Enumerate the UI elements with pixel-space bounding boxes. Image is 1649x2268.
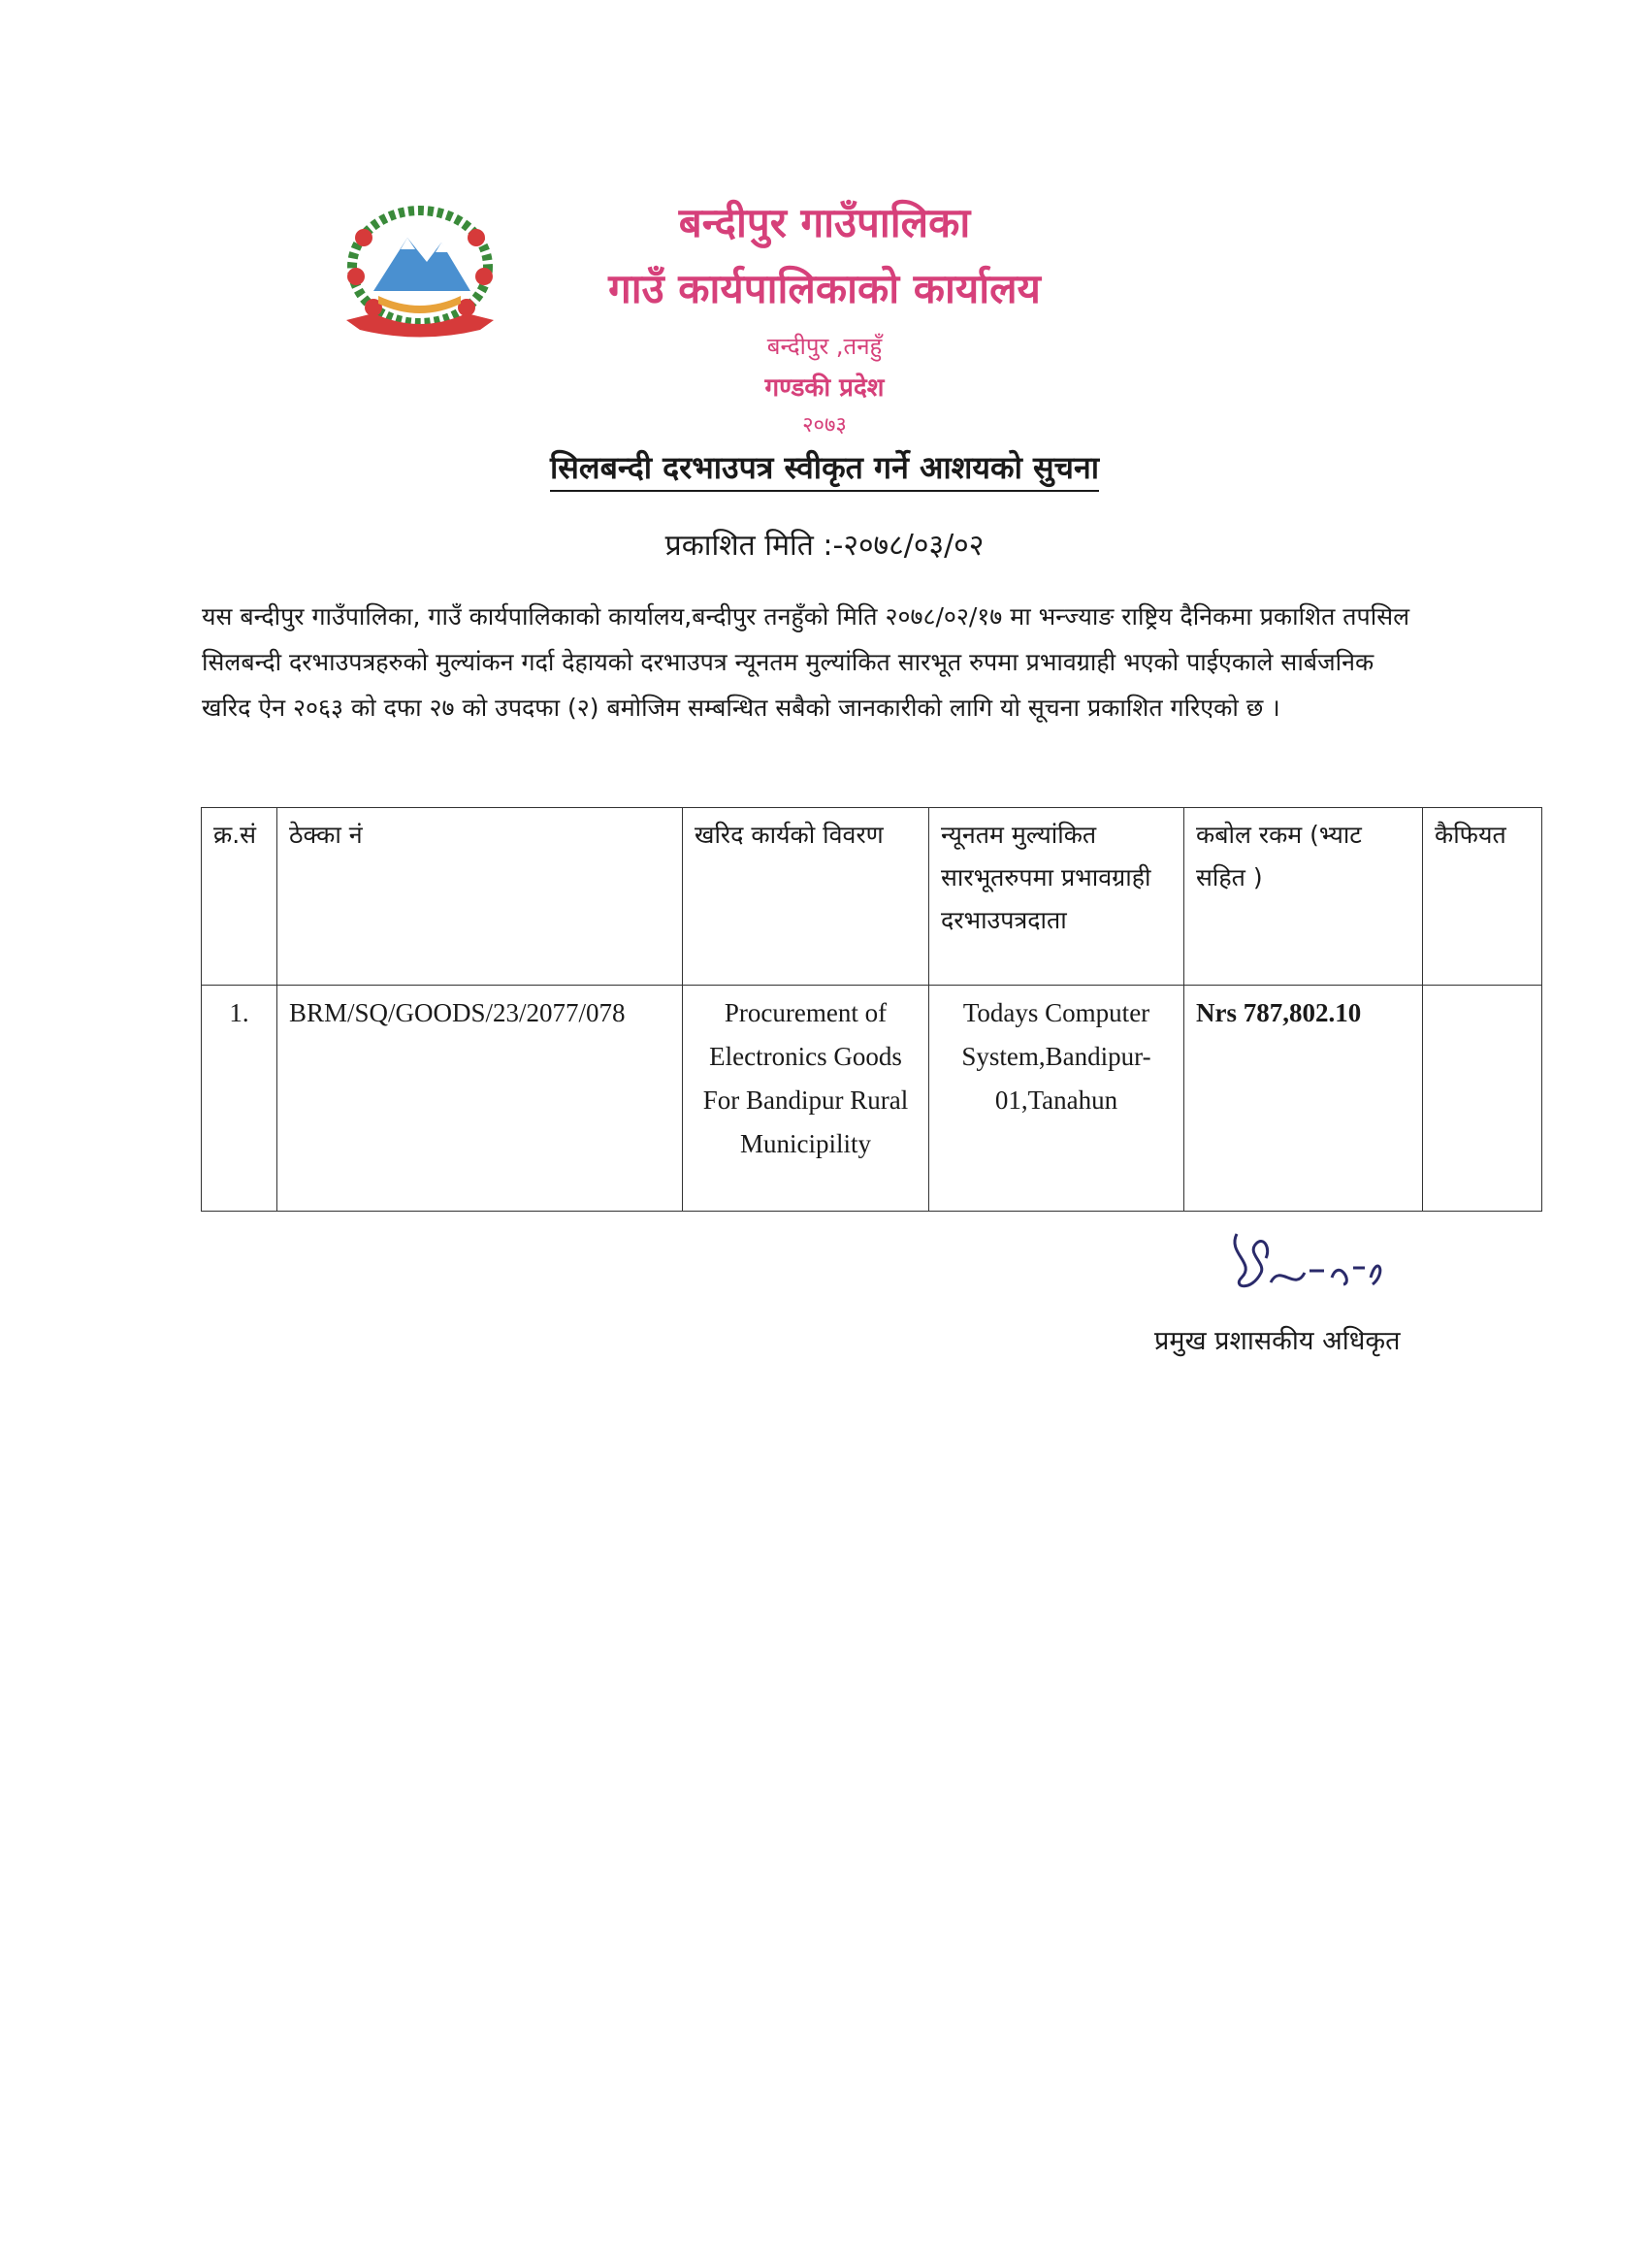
org-name: बन्दीपुर गाउँपालिका [678, 199, 971, 246]
table-header-row [202, 808, 1542, 986]
header-amount: कबोल रकम (भ्याट सहित ) [1184, 808, 1423, 986]
office-address: बन्दीपुर ,तनहुँ [766, 333, 883, 360]
notice-title-text: सिलबन्दी दरभाउपत्र स्वीकृत गर्ने आशयको सुचना [550, 449, 1099, 492]
notice-body: यस बन्दीपुर गाउँपालिका, गाउँ कार्यपालिकाको कार्यालय,बन्दीपुर तनहुँको मिति २०७८/०२/१७ मा भन्ज्याङ राष्ट्रिय दैनिकमा प्रकाशित तपसिल सिलबन्दी दरभाउपत्रहरुको मुल्यांकन गर्दा देहायको दरभाउपत्र न्यूनतम मुल्यांकित सारभूत रुपमा प्रभावग्राही भएको पाईएकाले सार्बजनिक खरिद ऐन २०६३ को दफा २७ को उपदफा (२) बमोजिम सम्बन्धित सबैको जानकारीको लागि यो सूचना प्रकाशित गरिएको छ । [202, 602, 1410, 722]
cell-description: Procurement of Electronics Goods For Bandipur Rural Municipility [683, 986, 929, 1212]
signatory-title: प्रमुख प्रशासकीय अधिकृत [1154, 1326, 1401, 1356]
table-row [202, 986, 1542, 1212]
header-bidder: न्यूनतम मुल्यांकित सारभूतरुपमा प्रभावग्राही दरभाउपत्रदाता [929, 808, 1184, 986]
cell-bidder: Todays Computer System,Bandipur-01,Tanahun [929, 986, 1184, 1212]
cell-remarks [1423, 986, 1542, 1212]
award-table [201, 807, 1542, 1212]
municipality-emblem-icon [335, 199, 504, 344]
cell-amount: Nrs 787,802.10 [1184, 986, 1423, 1212]
header-remarks: कैफियत [1423, 808, 1542, 986]
published-date: प्रकाशित मिति :-२०७८/०३/०२ [664, 529, 985, 563]
header-sn: क्र.सं [202, 808, 277, 986]
header-contract-no: ठेक्का नं [277, 808, 683, 986]
notice-title [485, 446, 1164, 488]
header-description: खरिद कार्यको विवरण [683, 808, 929, 986]
province-name: गण्डकी प्रदेश [764, 373, 885, 403]
cell-sn: 1. [202, 986, 277, 1212]
office-name: गाउँ कार्यपालिकाको कार्यालय [608, 265, 1041, 312]
signature-icon [1217, 1224, 1392, 1302]
established-year: २०७३ [802, 413, 847, 437]
cell-contract-no: BRM/SQ/GOODS/23/2077/078 [277, 986, 683, 1212]
